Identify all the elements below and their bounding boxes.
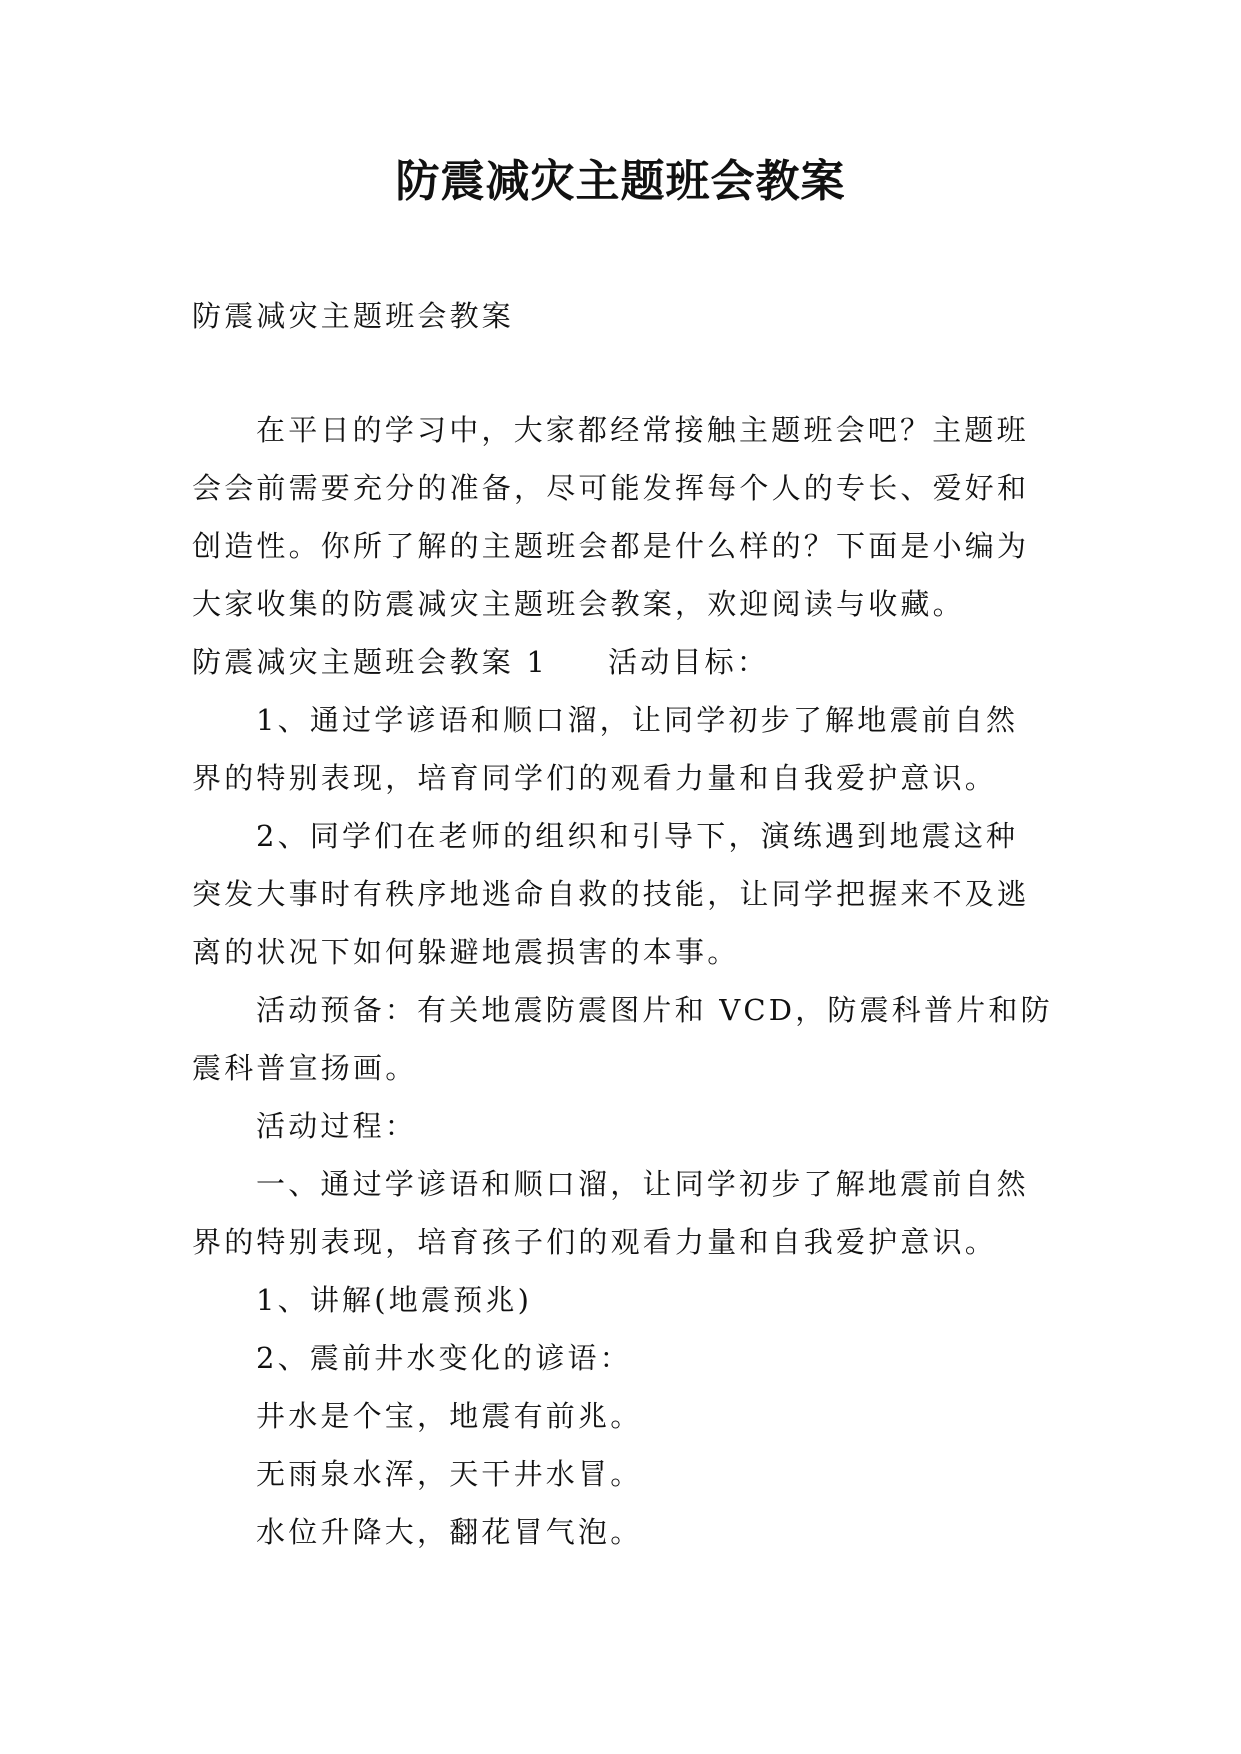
goal-2-line-2: 突发大事时有秩序地逃命自救的技能，让同学把握来不及逃 xyxy=(192,877,1030,911)
document-title: 防震减灾主题班会教案 xyxy=(395,156,846,207)
item-2: 2、震前井水变化的谚语： xyxy=(256,1341,632,1375)
goal-1-line-2: 界的特别表现，培育同学们的观看力量和自我爱护意识。 xyxy=(192,761,998,795)
step-1-line-1: 一、通过学谚语和顺口溜，让同学初步了解地震前自然 xyxy=(256,1167,1029,1201)
intro-line-2: 会会前需要充分的准备，尽可能发挥每个人的专长、爱好和 xyxy=(192,471,1030,505)
preparation-line-1: 活动预备：有关地震防震图片和 VCD，防震科普片和防 xyxy=(256,993,1053,1027)
preparation-line-2: 震科普宣扬画。 xyxy=(192,1051,418,1085)
step-1-line-2: 界的特别表现，培育孩子们的观看力量和自我爱护意识。 xyxy=(192,1225,998,1259)
intro-line-1: 在平日的学习中，大家都经常接触主题班会吧？主题班 xyxy=(256,413,1029,447)
proverb-1: 井水是个宝，地震有前兆。 xyxy=(256,1399,643,1433)
process-heading: 活动过程： xyxy=(256,1109,418,1143)
goal-2-line-1: 2、同学们在老师的组织和引导下，演练遇到地震这种 xyxy=(256,819,1019,853)
goal-2-line-3: 离的状况下如何躲避地震损害的本事。 xyxy=(192,935,740,969)
document-subtitle: 防震减灾主题班会教案 xyxy=(192,299,515,333)
section-heading-line xyxy=(192,642,769,682)
goal-heading: 活动目标： xyxy=(608,645,770,679)
section-heading: 防震减灾主题班会教案 1 xyxy=(192,645,549,679)
intro-line-4: 大家收集的防震减灾主题班会教案，欢迎阅读与收藏。 xyxy=(192,587,965,621)
intro-line-3: 创造性。你所了解的主题班会都是什么样的？下面是小编为 xyxy=(192,529,1030,563)
goal-1-line-1: 1、通过学谚语和顺口溜，让同学初步了解地震前自然 xyxy=(256,703,1019,737)
item-1: 1、讲解(地震预兆) xyxy=(256,1283,533,1317)
proverb-2: 无雨泉水浑，天干井水冒。 xyxy=(256,1457,643,1491)
proverb-3: 水位升降大，翻花冒气泡。 xyxy=(256,1515,643,1549)
